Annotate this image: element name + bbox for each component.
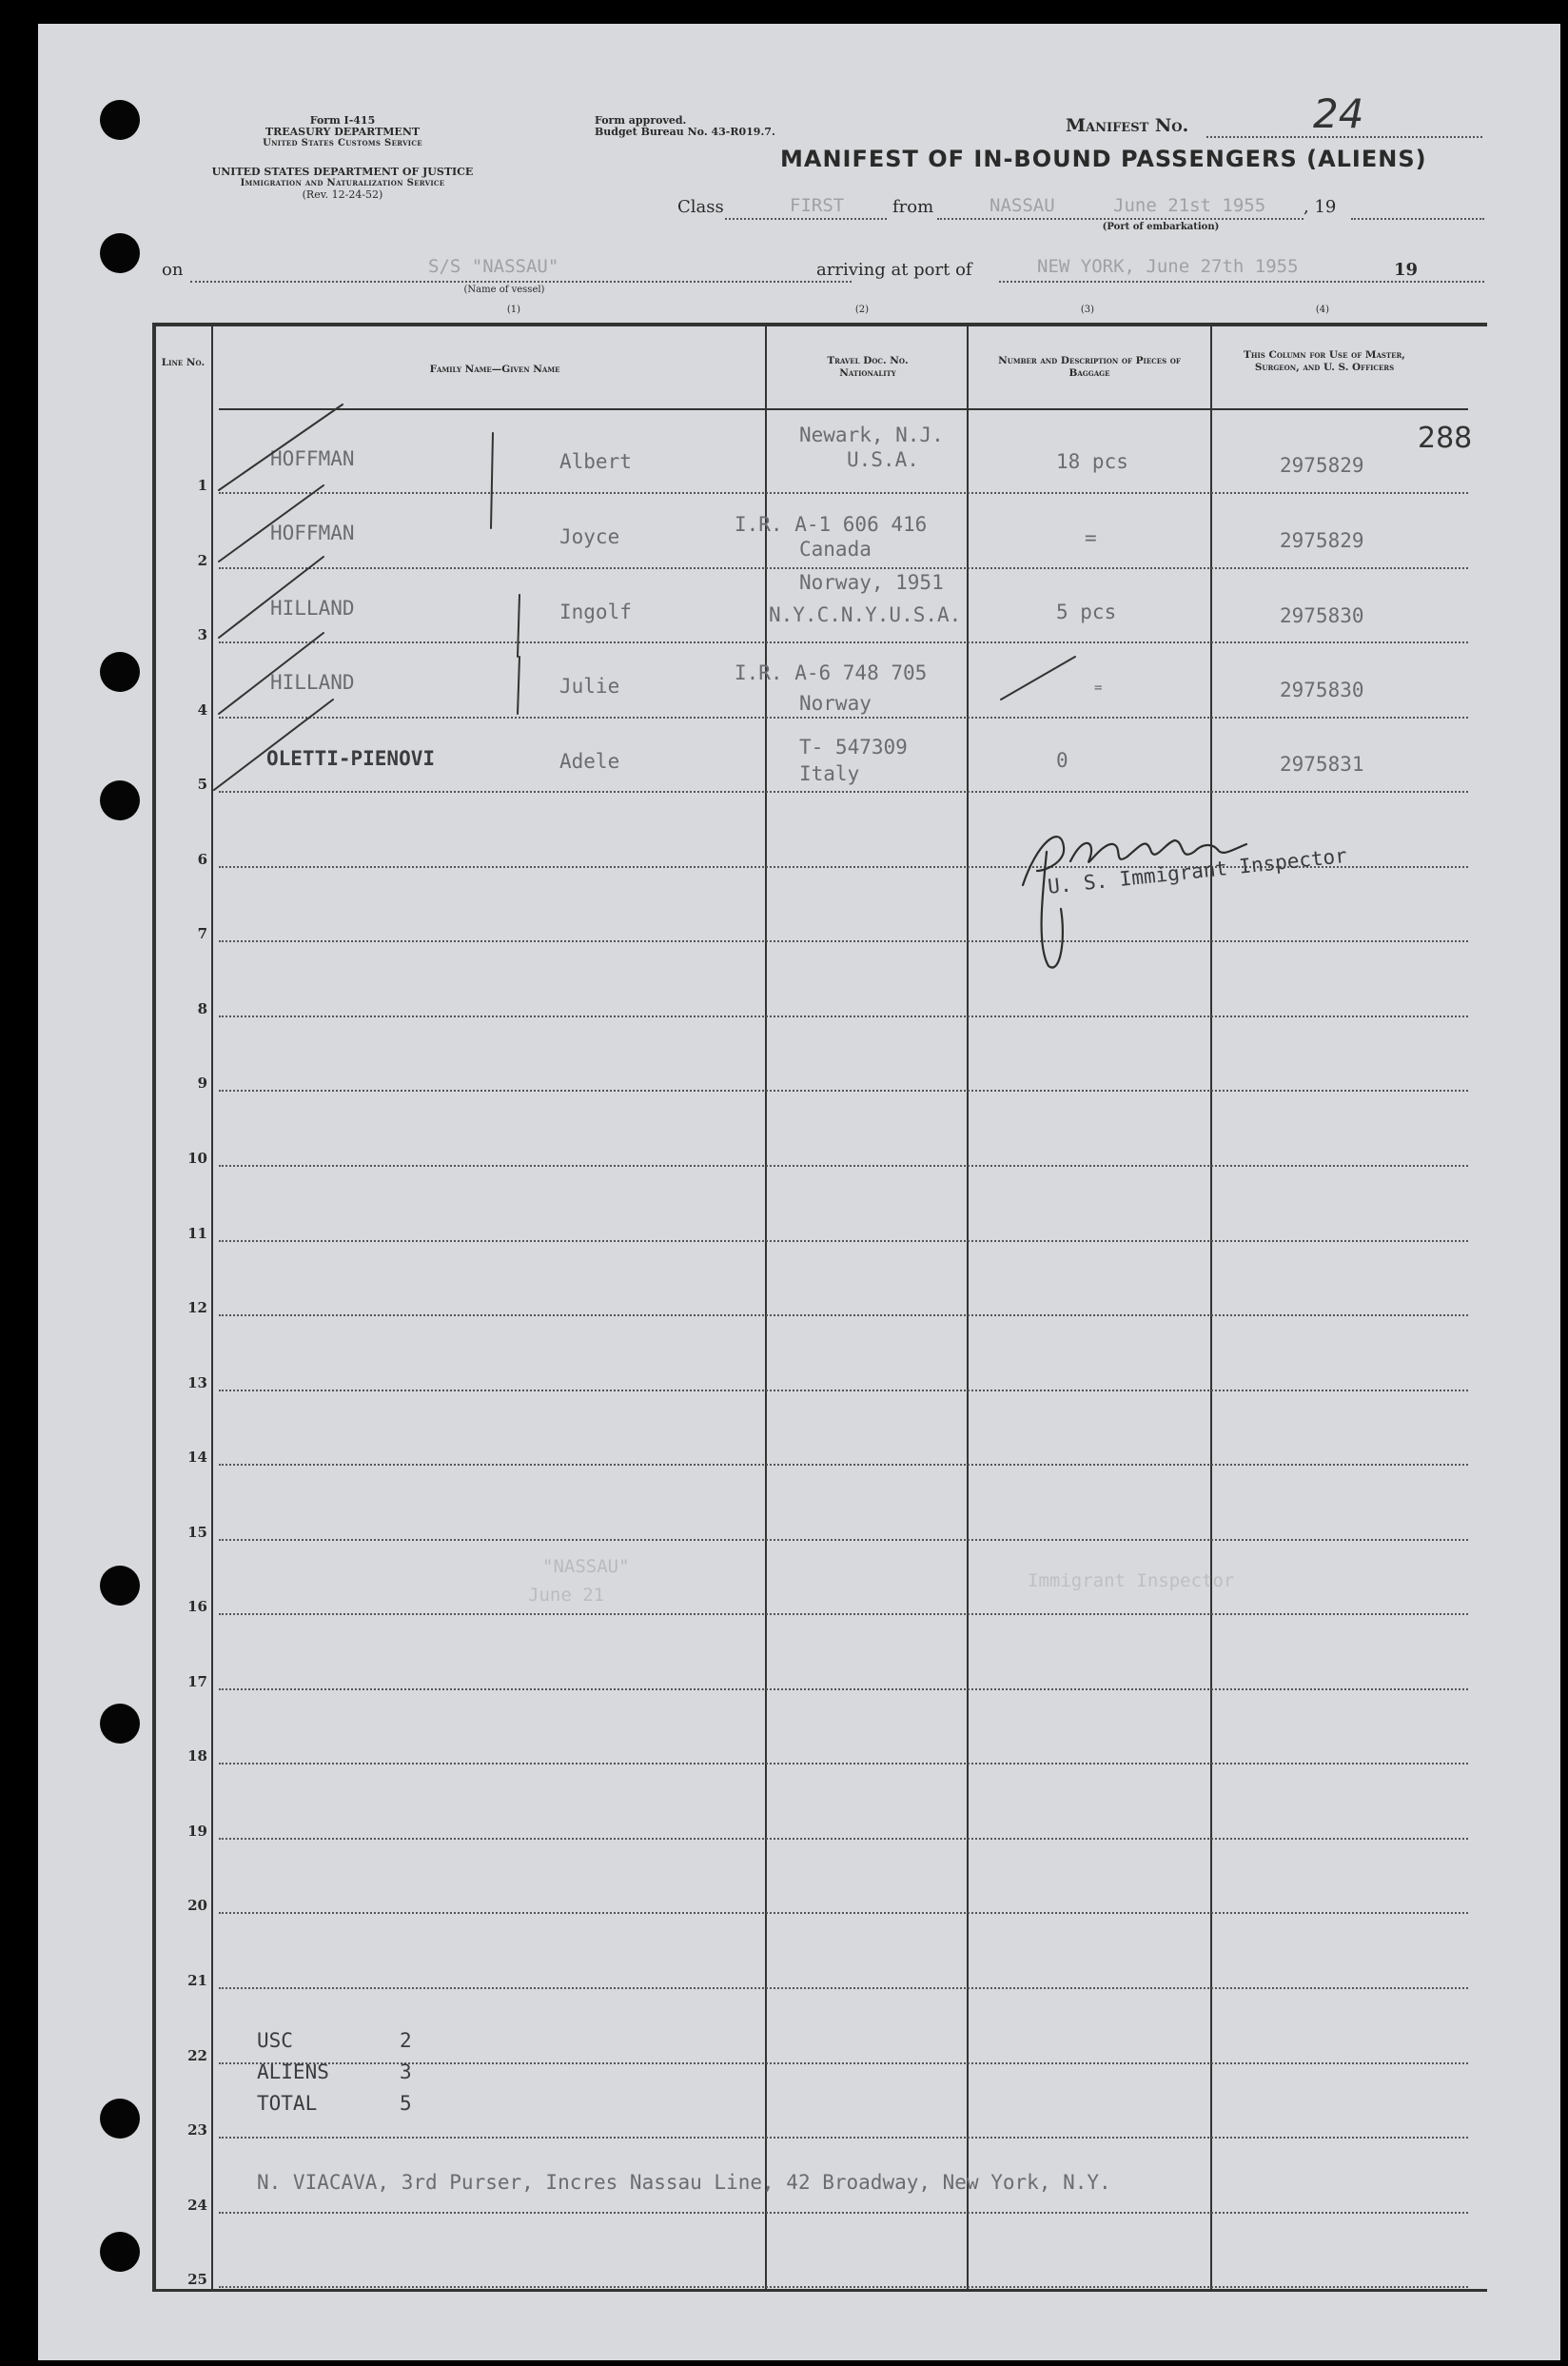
vessel-note: (Name of vessel) xyxy=(463,285,545,295)
arrival-port: NEW YORK, June 27th 1955 xyxy=(1037,256,1299,277)
doc-line-2: N.Y.C.N.Y.U.S.A. xyxy=(769,603,962,626)
family-name: OLETTI-PIENOVI xyxy=(266,747,436,770)
doc-line-2: U.S.A. xyxy=(847,448,919,471)
officer-number: 2975831 xyxy=(1280,753,1364,776)
doc-slash-mark xyxy=(1001,657,1075,700)
line-number: 20 xyxy=(187,1897,207,1914)
check-mark xyxy=(219,404,343,490)
from-date: June 21st 1955 xyxy=(1113,195,1266,216)
page-number: 288 xyxy=(1418,422,1473,455)
line-number: 7 xyxy=(197,925,207,942)
manifest-page xyxy=(38,24,1560,2360)
line-number: 18 xyxy=(187,1747,207,1765)
line-number: 11 xyxy=(187,1225,207,1242)
baggage: = xyxy=(1085,526,1097,549)
baggage: 0 xyxy=(1056,749,1068,772)
name-divider-mark xyxy=(518,595,519,657)
officer-number: 2975829 xyxy=(1280,529,1364,552)
family-name: HILLAND xyxy=(270,597,355,620)
check-mark xyxy=(219,633,323,714)
doc-line-1: I.R. A-6 748 705 xyxy=(735,661,928,684)
family-name: HOFFMAN xyxy=(270,447,355,470)
family-name: HOFFMAN xyxy=(270,522,355,544)
doc-line-2: Italy xyxy=(799,762,860,785)
check-mark xyxy=(219,485,323,562)
col-header-line: Line No. xyxy=(161,357,206,368)
col-header-name: Family Name—Given Name xyxy=(429,364,560,375)
name-divider-mark xyxy=(491,433,493,528)
dept-treasury: TREASURY DEPARTMENT xyxy=(265,126,421,138)
line-number: 17 xyxy=(187,1673,207,1690)
form-approved: Form approved. xyxy=(595,114,687,127)
totals-label-total: TOTAL xyxy=(257,2092,318,2115)
baggage: = xyxy=(1094,680,1103,696)
given-name: Adele xyxy=(559,750,620,773)
on-label: on xyxy=(162,260,184,280)
line-number: 2 xyxy=(197,552,207,569)
given-name: Ingolf xyxy=(559,601,632,623)
dept-justice: UNITED STATES DEPARTMENT OF JUSTICE xyxy=(211,166,474,178)
line-number: 19 xyxy=(187,1823,207,1840)
line-number: 14 xyxy=(187,1449,207,1466)
baggage: 5 pcs xyxy=(1056,601,1117,623)
line-number: 16 xyxy=(187,1598,207,1615)
col-header-doc: Travel Doc. No. Nationality xyxy=(827,355,909,379)
manifest-no-label: Manifest No. xyxy=(1066,115,1189,136)
col-index-4: (4) xyxy=(1315,305,1330,315)
line-number: 24 xyxy=(187,2197,207,2214)
inspector-signature xyxy=(1023,837,1246,967)
line-number: 21 xyxy=(187,1972,207,1989)
officer-number: 2975829 xyxy=(1280,454,1364,477)
from-port: NASSAU xyxy=(990,195,1055,216)
line-number: 8 xyxy=(197,1000,207,1017)
vessel-name: S/S "NASSAU" xyxy=(428,256,559,277)
col-header-baggage: Number and Description of Pieces of Baggage xyxy=(998,355,1181,379)
line-number: 6 xyxy=(197,851,207,868)
line-number: 1 xyxy=(197,477,207,494)
col-index-2: (2) xyxy=(854,305,870,315)
doc-line-2: Canada xyxy=(799,538,872,561)
doc-line-1: T- 547309 xyxy=(799,736,908,759)
col-index-1: (1) xyxy=(506,305,521,315)
bleed-text-2: June 21 xyxy=(528,1585,605,1606)
form-number: Form I-415 xyxy=(309,114,376,127)
year-suffix: , 19 xyxy=(1303,197,1337,217)
totals-value-aliens: 3 xyxy=(400,2060,412,2083)
baggage: 18 pcs xyxy=(1056,450,1128,473)
bleed-text-3: Immigrant Inspector xyxy=(1028,1570,1235,1591)
arriving-label: arriving at port of xyxy=(816,260,972,280)
line-number: 5 xyxy=(197,776,207,793)
bleed-text-1: "NASSAU" xyxy=(542,1556,630,1577)
check-marks xyxy=(38,24,1560,2360)
line-number: 10 xyxy=(187,1150,207,1167)
line-number: 15 xyxy=(187,1524,207,1541)
given-name: Albert xyxy=(559,450,632,473)
family-name: HILLAND xyxy=(270,671,355,694)
page-title: MANIFEST OF IN-BOUND PASSENGERS (ALIENS) xyxy=(780,146,1427,172)
officer-number: 2975830 xyxy=(1280,604,1364,627)
given-name: Joyce xyxy=(559,525,620,548)
col-header-officers: This Column for Use of Master, Surgeon, and U. S. Officers xyxy=(1244,349,1405,373)
doc-line-2: Norway xyxy=(799,692,872,715)
class-label: Class xyxy=(677,197,724,217)
dept-treasury-sub: United States Customs Service xyxy=(263,138,422,148)
purser-signature-line: N. VIACAVA, 3rd Purser, Incres Nassau Line, 42 Broadway, New York, N.Y. xyxy=(257,2171,1111,2194)
line-number: 25 xyxy=(187,2271,207,2288)
inspector-title: U. S. Immigrant Inspector xyxy=(1047,843,1348,898)
totals-value-total: 5 xyxy=(400,2092,412,2115)
line-number: 9 xyxy=(197,1075,207,1092)
doc-line-1: Newark, N.J. xyxy=(799,424,944,446)
line-number: 23 xyxy=(187,2121,207,2139)
manifest-no-value: 24 xyxy=(1313,90,1364,137)
dept-justice-sub: Immigration and Naturalization Service xyxy=(240,178,445,188)
line-number: 12 xyxy=(187,1299,207,1316)
year-suffix-2: 19 xyxy=(1394,260,1419,280)
totals-label-aliens: ALIENS xyxy=(257,2060,329,2083)
line-number: 22 xyxy=(187,2047,207,2064)
line-number: 3 xyxy=(197,626,207,643)
line-number: 13 xyxy=(187,1374,207,1391)
totals-label-usc: USC xyxy=(257,2029,293,2052)
doc-line-1: Norway, 1951 xyxy=(799,571,944,594)
form-revision: (Rev. 12-24-52) xyxy=(302,188,383,201)
col-index-3: (3) xyxy=(1080,305,1095,315)
given-name: Julie xyxy=(559,675,620,698)
line-number: 4 xyxy=(197,701,207,719)
officer-number: 2975830 xyxy=(1280,679,1364,701)
doc-line-1: I.R. A-1 606 416 xyxy=(735,513,928,536)
check-mark xyxy=(219,557,323,638)
check-mark xyxy=(214,700,333,790)
totals-value-usc: 2 xyxy=(400,2029,412,2052)
from-label: from xyxy=(892,197,934,217)
budget-bureau: Budget Bureau No. 43-R019.7. xyxy=(595,126,775,138)
class-value: FIRST xyxy=(790,195,845,216)
name-divider-mark xyxy=(518,657,519,714)
embark-note: (Port of embarkation) xyxy=(1102,222,1220,232)
